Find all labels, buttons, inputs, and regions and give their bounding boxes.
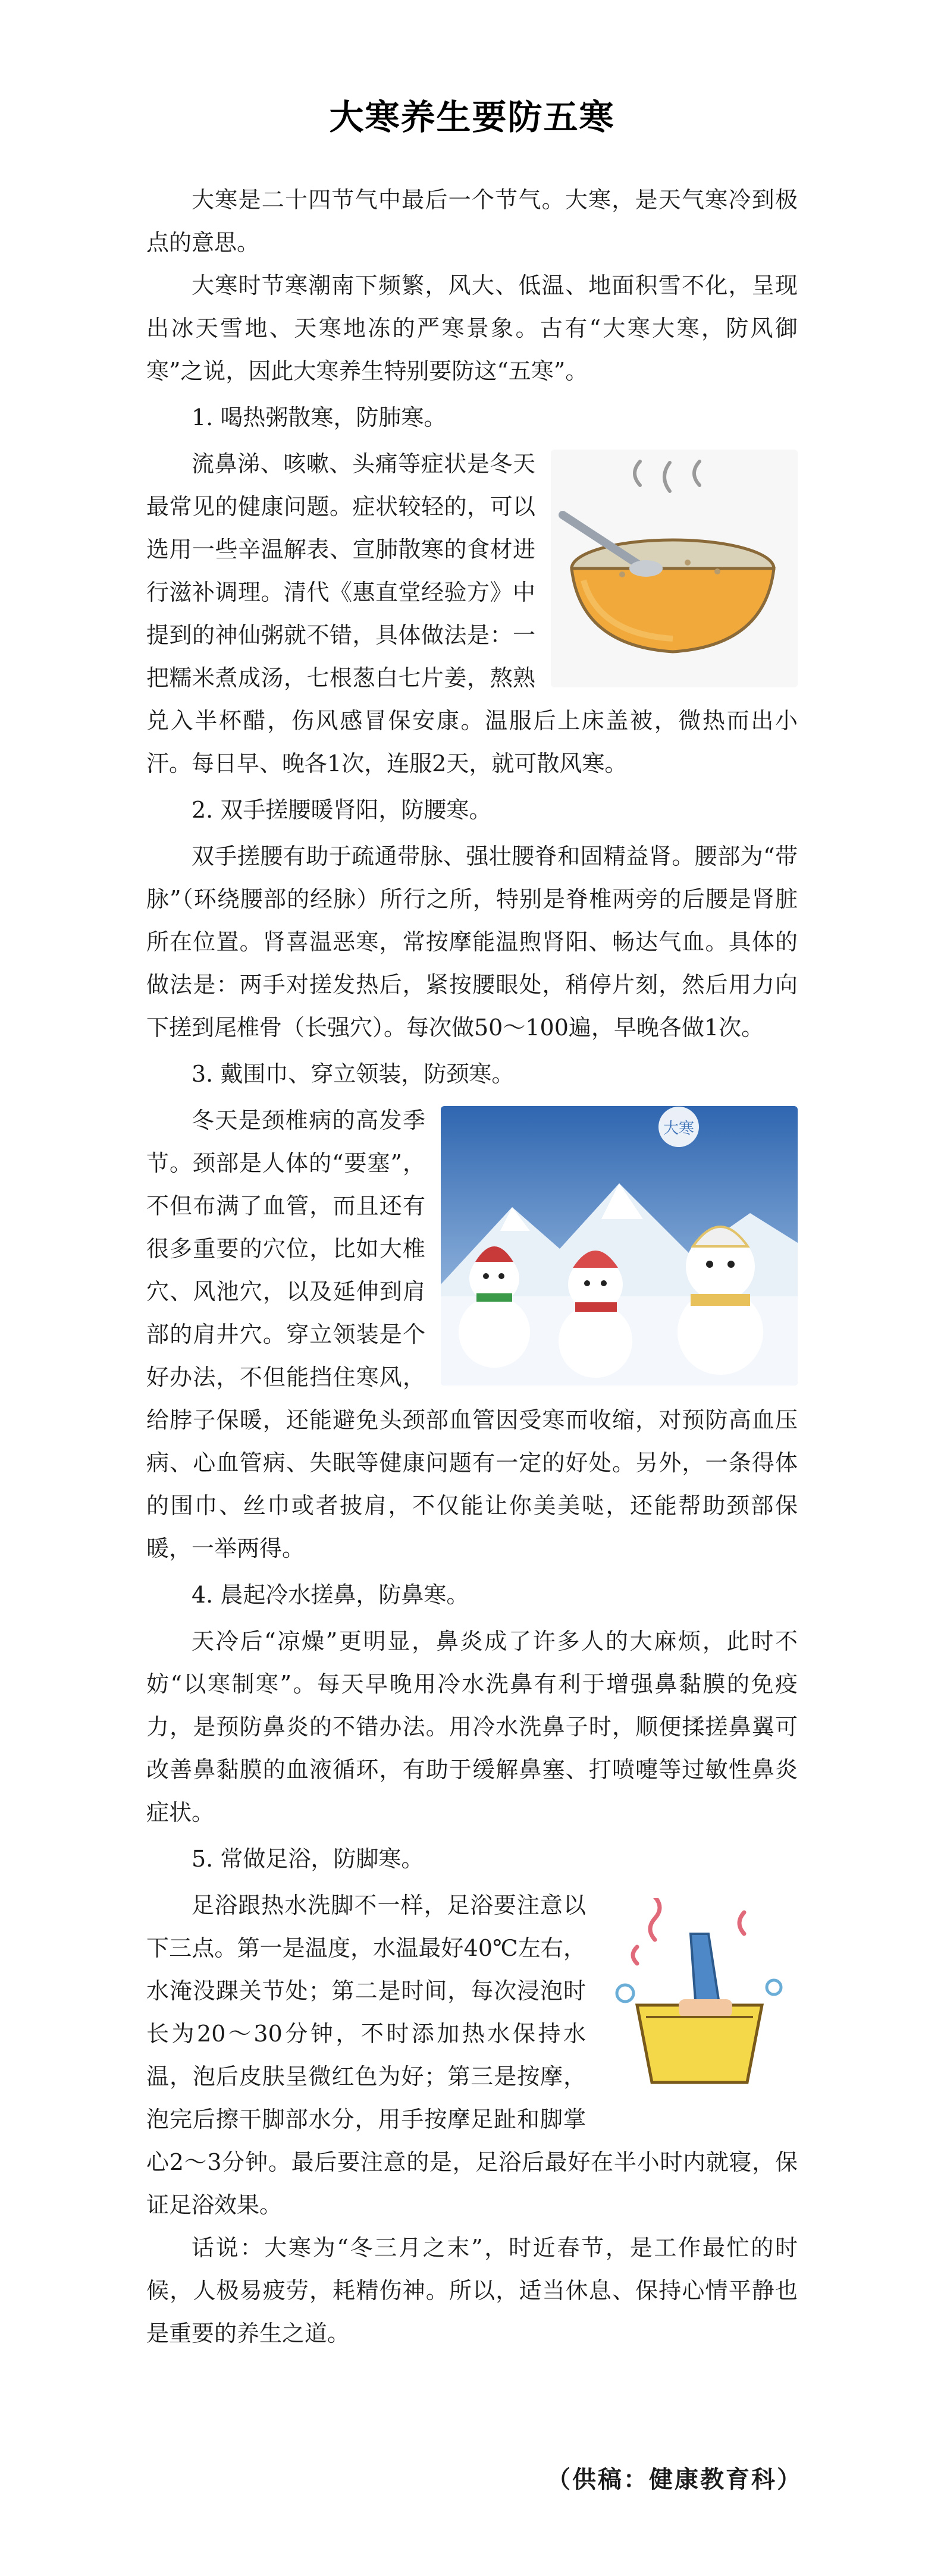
foot-bath-illustration: [601, 1898, 798, 2094]
closing-paragraph: 话说：大寒为“冬三月之末”，时近春节，是工作最忙的时候，人极易疲劳，耗精伤神。所以，适当休息、保持心情平静也是重要的养生之道。: [146, 2235, 798, 2346]
section-1-heading: 1. 喝热粥散寒，防肺寒。: [192, 404, 447, 431]
section-3-paragraph: 冬天是颈椎病的高发季节。颈部是人体的“要塞”，不但布满了血管，而且还有很多重要的穴位，比如大椎穴、风池穴，以及延伸到肩部的肩井穴。穿立领装是个好办法，不但能挡住寒风，给脖子保暖，还能避免头颈部血管因受寒而收缩，对预防高血压病、心血管病、失眠等健康问题有一定的好处。另外，一条得体的围巾、丝巾或者披肩，不仅能让你美美哒，还能帮助颈部保暖，一举两得。: [146, 1107, 798, 1562]
section-1-paragraph: 流鼻涕、咳嗽、头痛等症状是冬天最常见的健康问题。症状较轻的，可以选用一些辛温解表、宣肺散寒的食材进行滋补调理。清代《惠直堂经验方》中提到的神仙粥就不错，具体做法是：一把糯米煮成汤，七根葱白七片姜，熬熟兑入半杯醋，伤风感冒保安康。温服后上床盖被，微热而出小汗。每日早、晚各1次，连服2天，就可散风寒。: [146, 451, 798, 777]
section-4-heading: 4. 晨起冷水搓鼻，防鼻寒。: [192, 1582, 469, 1608]
section-5-paragraph: 足浴跟热水洗脚不一样，足浴要注意以下三点。第一是温度，水温最好40℃左右，水淹没踝关节处；第二是时间，每次浸泡时长为20～30分钟，不时添加热水保持水温，泡后皮肤呈微红色为好；第三是按摩，泡完后擦干脚部水分，用手按摩足趾和脚掌心2～3分钟。最后要注意的是，足浴后最好在半小时内就寝，保证足浴效果。: [146, 1892, 798, 2218]
article-title: 大寒养生要防五寒: [329, 97, 615, 137]
snowmen-photo: [441, 1106, 798, 1386]
section-2-paragraph: 双手搓腰有助于疏通带脉、强壮腰脊和固精益肾。腰部为“带脉”（环绕腰部的经脉）所行之所，特别是脊椎两旁的后腰是肾脏所在位置。肾喜温恶寒，常按摩能温煦肾阳、畅达气血。具体的做法是：两手对搓发热后，紧按腰眼处，稍停片刻，然后用力向下搓到尾椎骨（长强穴）。每次做50～100遍，早晚各做1次。: [146, 843, 798, 1041]
section-5-heading: 5. 常做足浴，防脚寒。: [192, 1846, 424, 1872]
intro-paragraph-1: 大寒是二十四节气中最后一个节气。大寒，是天气寒冷到极点的意思。: [146, 187, 798, 256]
snow-badge-label: 大寒: [663, 1120, 695, 1138]
section-4-paragraph: 天冷后“凉燥”更明显，鼻炎成了许多人的大麻烦，此时不妨“以寒制寒”。每天早晚用冷水洗鼻有利于增强鼻黏膜的免疫力，是预防鼻炎的不错办法。用冷水洗鼻子时，顺便揉搓鼻翼可改善鼻黏膜的血液循环，有助于缓解鼻塞、打喷嚏等过敏性鼻炎症状。: [146, 1628, 798, 1826]
article-body: [146, 178, 798, 2355]
section-3-heading: 3. 戴围巾、穿立领装，防颈寒。: [192, 1061, 515, 1087]
intro-paragraph-2: 大寒时节寒潮南下频繁，风大、低温、地面积雪不化，呈现出冰天雪地、天寒地冻的严寒景象。古有“大寒大寒，防风御寒”之说，因此大寒养生特别要防这“五寒”。: [146, 272, 798, 384]
section-2-heading: 2. 双手搓腰暖肾阳，防腰寒。: [192, 797, 492, 823]
porridge-bowl-illustration: [551, 450, 798, 687]
article-credit: （供稿：健康教育科）: [547, 2465, 802, 2493]
